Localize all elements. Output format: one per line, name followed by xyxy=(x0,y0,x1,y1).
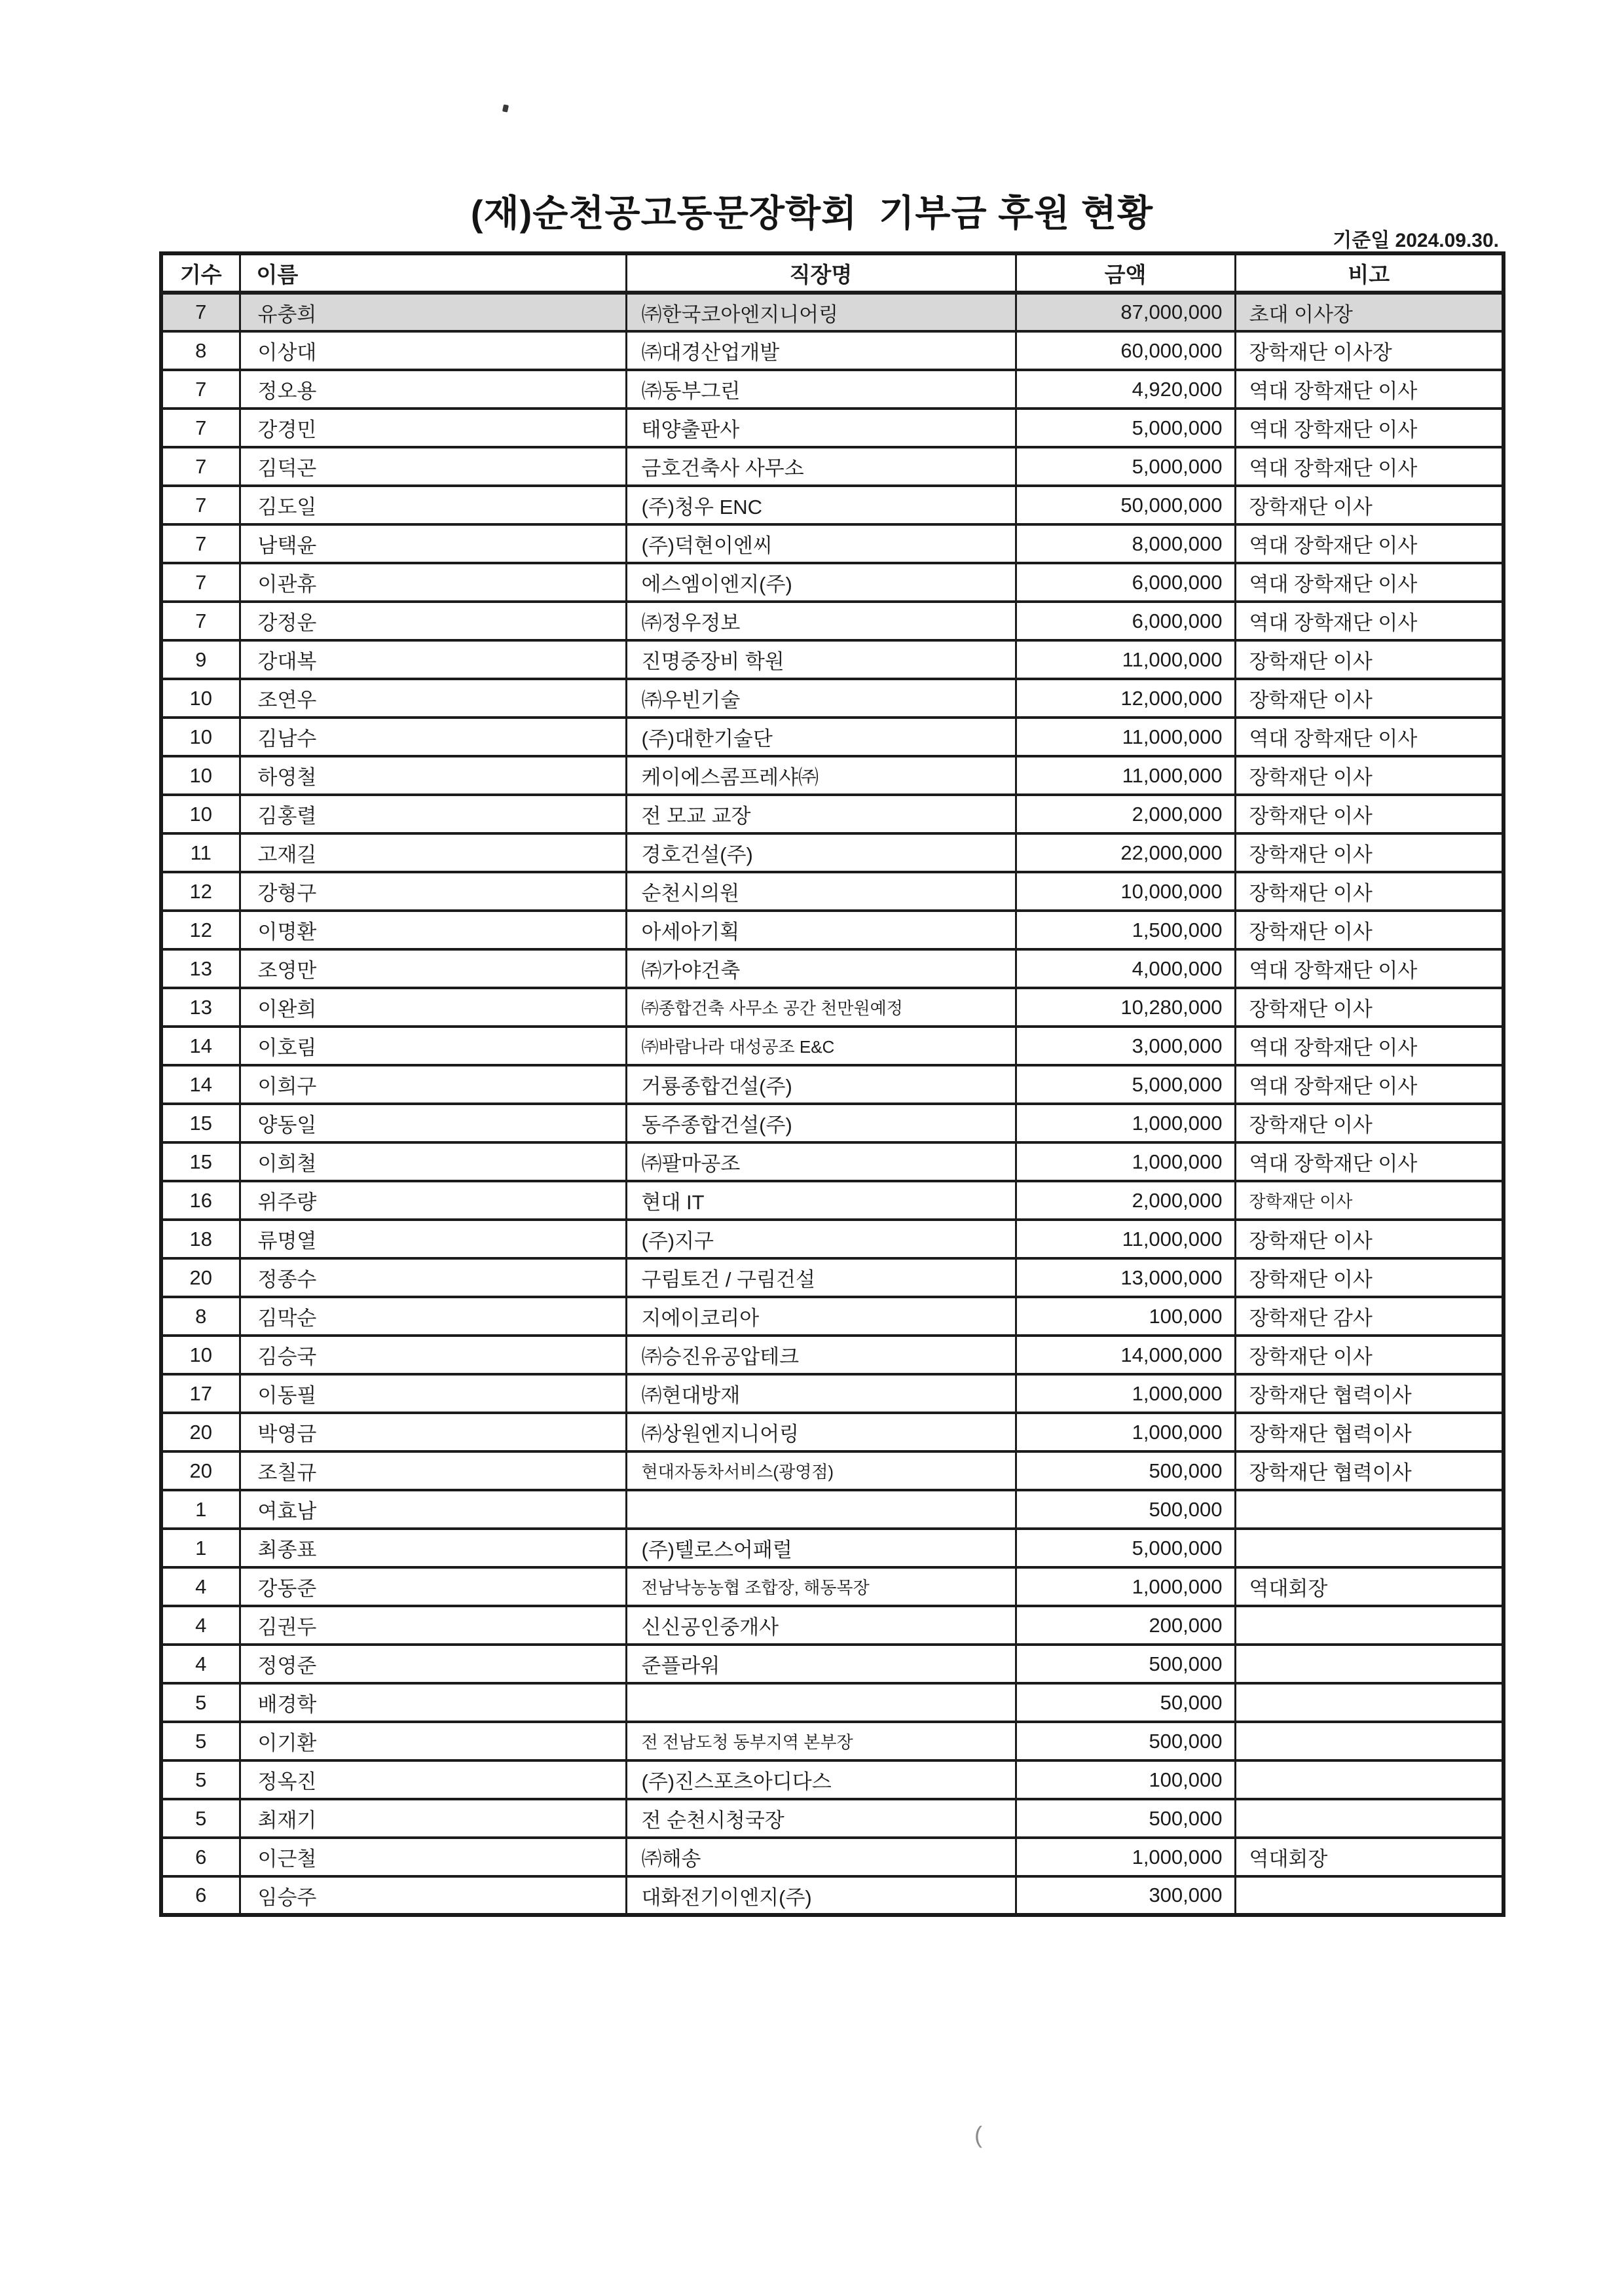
cell-org: 신신공인중개사 xyxy=(626,1606,1016,1645)
table-row xyxy=(161,718,1504,756)
cell-amount: 11,000,000 xyxy=(1016,1220,1235,1258)
cell-org: ㈜현대방재 xyxy=(626,1374,1016,1413)
table-row xyxy=(161,486,1504,524)
cell-name: 강형구 xyxy=(240,872,626,911)
cell-amount: 11,000,000 xyxy=(1016,718,1235,756)
cell-name: 강경민 xyxy=(240,409,626,447)
donor-table-body xyxy=(161,293,1504,1915)
table-row xyxy=(161,1838,1504,1876)
cell-name: 김남수 xyxy=(240,718,626,756)
cell-amount: 100,000 xyxy=(1016,1760,1235,1799)
table-row xyxy=(161,409,1504,447)
cell-name: 조영만 xyxy=(240,949,626,988)
table-row xyxy=(161,1258,1504,1297)
cell-org: 경호건설(주) xyxy=(626,833,1016,872)
table-row xyxy=(161,1722,1504,1760)
table-row xyxy=(161,640,1504,679)
cell-gen: 15 xyxy=(161,1104,240,1142)
cell-org: 금호건축사 사무소 xyxy=(626,447,1016,486)
table-row xyxy=(161,1336,1504,1374)
cell-amount: 87,000,000 xyxy=(1016,293,1235,331)
cell-note: 장학재단 이사 xyxy=(1235,795,1504,833)
cell-note: 역대 장학재단 이사 xyxy=(1235,370,1504,409)
cell-amount: 11,000,000 xyxy=(1016,756,1235,795)
cell-note: 장학재단 이사장 xyxy=(1235,331,1504,370)
cell-org: ㈜승진유공압테크 xyxy=(626,1336,1016,1374)
cell-note: 역대 장학재단 이사 xyxy=(1235,447,1504,486)
cell-org: 지에이코리아 xyxy=(626,1297,1016,1336)
table-row xyxy=(161,872,1504,911)
table-row xyxy=(161,1220,1504,1258)
cell-note xyxy=(1235,1876,1504,1915)
cell-name: 배경학 xyxy=(240,1683,626,1722)
cell-gen: 10 xyxy=(161,718,240,756)
cell-note: 장학재단 이사 xyxy=(1235,486,1504,524)
cell-name: 최종표 xyxy=(240,1529,626,1567)
cell-amount: 1,000,000 xyxy=(1016,1413,1235,1451)
table-row xyxy=(161,331,1504,370)
cell-note: 장학재단 감사 xyxy=(1235,1297,1504,1336)
cell-org: 동주종합건설(주) xyxy=(626,1104,1016,1142)
cell-org: 현대자동차서비스(광영점) xyxy=(626,1451,1016,1490)
cell-amount: 6,000,000 xyxy=(1016,602,1235,640)
page-title: (재)순천공고동문장학회 기부금 후원 현황 xyxy=(470,192,1154,234)
cell-amount: 11,000,000 xyxy=(1016,640,1235,679)
cell-org: ㈜종합건축 사무소 공간 천만원예정 xyxy=(626,988,1016,1027)
cell-gen: 10 xyxy=(161,1336,240,1374)
cell-name: 정종수 xyxy=(240,1258,626,1297)
cell-note: 장학재단 이사 xyxy=(1235,988,1504,1027)
cell-gen: 15 xyxy=(161,1142,240,1181)
cell-gen: 9 xyxy=(161,640,240,679)
cell-amount: 4,920,000 xyxy=(1016,370,1235,409)
column-header-note: 비고 xyxy=(1235,253,1504,293)
cell-gen: 8 xyxy=(161,331,240,370)
cell-name: 이관휴 xyxy=(240,563,626,602)
cell-amount: 5,000,000 xyxy=(1016,1529,1235,1567)
cell-name: 이완희 xyxy=(240,988,626,1027)
cell-org: ㈜대경산업개발 xyxy=(626,331,1016,370)
cell-gen: 7 xyxy=(161,409,240,447)
cell-name: 이명환 xyxy=(240,911,626,949)
table-row xyxy=(161,293,1504,331)
cell-note: 장학재단 이사 xyxy=(1235,756,1504,795)
cell-note: 장학재단 이사 xyxy=(1235,911,1504,949)
cell-amount: 14,000,000 xyxy=(1016,1336,1235,1374)
cell-gen: 5 xyxy=(161,1722,240,1760)
cell-note: 장학재단 협력이사 xyxy=(1235,1413,1504,1451)
table-row xyxy=(161,988,1504,1027)
cell-gen: 5 xyxy=(161,1683,240,1722)
table-row xyxy=(161,1567,1504,1606)
table-row xyxy=(161,1142,1504,1181)
cell-org: 에스엠이엔지(주) xyxy=(626,563,1016,602)
cell-amount: 1,000,000 xyxy=(1016,1104,1235,1142)
cell-amount: 200,000 xyxy=(1016,1606,1235,1645)
cell-note: 장학재단 이사 xyxy=(1235,1336,1504,1374)
cell-gen: 11 xyxy=(161,833,240,872)
cell-org: ㈜우빈기술 xyxy=(626,679,1016,718)
cell-note xyxy=(1235,1760,1504,1799)
table-row xyxy=(161,1027,1504,1065)
cell-gen: 17 xyxy=(161,1374,240,1413)
cell-note: 역대회장 xyxy=(1235,1838,1504,1876)
cell-org: 순천시의원 xyxy=(626,872,1016,911)
cell-note xyxy=(1235,1606,1504,1645)
cell-gen: 7 xyxy=(161,293,240,331)
cell-name: 위주량 xyxy=(240,1181,626,1220)
cell-gen: 1 xyxy=(161,1529,240,1567)
cell-name: 정오용 xyxy=(240,370,626,409)
table-row xyxy=(161,524,1504,563)
cell-note: 역대 장학재단 이사 xyxy=(1235,524,1504,563)
reference-date: 기준일 2024.09.30. xyxy=(1333,230,1499,251)
cell-gen: 7 xyxy=(161,563,240,602)
cell-gen: 8 xyxy=(161,1297,240,1336)
cell-amount: 1,000,000 xyxy=(1016,1838,1235,1876)
cell-name: 여효남 xyxy=(240,1490,626,1529)
header-row xyxy=(161,253,1504,293)
cell-note: 장학재단 이사 xyxy=(1235,1181,1504,1220)
table-row xyxy=(161,795,1504,833)
cell-gen: 13 xyxy=(161,949,240,988)
cell-note xyxy=(1235,1683,1504,1722)
cell-org: 전 순천시청국장 xyxy=(626,1799,1016,1838)
cell-amount: 50,000 xyxy=(1016,1683,1235,1722)
cell-amount: 2,000,000 xyxy=(1016,795,1235,833)
cell-org: 전남낙농농협 조합장, 해동목장 xyxy=(626,1567,1016,1606)
cell-org xyxy=(626,1490,1016,1529)
cell-name: 조연우 xyxy=(240,679,626,718)
cell-name: 강동준 xyxy=(240,1567,626,1606)
table-row xyxy=(161,949,1504,988)
cell-gen: 20 xyxy=(161,1451,240,1490)
cell-gen: 10 xyxy=(161,679,240,718)
cell-note: 역대회장 xyxy=(1235,1567,1504,1606)
table-row xyxy=(161,1490,1504,1529)
cell-name: 조칠규 xyxy=(240,1451,626,1490)
cell-org: ㈜해송 xyxy=(626,1838,1016,1876)
cell-org: ㈜정우정보 xyxy=(626,602,1016,640)
cell-org: 현대 IT xyxy=(626,1181,1016,1220)
cell-name: 최재기 xyxy=(240,1799,626,1838)
cell-amount: 500,000 xyxy=(1016,1451,1235,1490)
cell-gen: 20 xyxy=(161,1413,240,1451)
cell-org: 대화전기이엔지(주) xyxy=(626,1876,1016,1915)
cell-gen: 14 xyxy=(161,1027,240,1065)
table-row xyxy=(161,370,1504,409)
cell-note: 장학재단 이사 xyxy=(1235,1220,1504,1258)
cell-org: ㈜동부그린 xyxy=(626,370,1016,409)
cell-note xyxy=(1235,1490,1504,1529)
cell-name: 강정운 xyxy=(240,602,626,640)
cell-name: 류명열 xyxy=(240,1220,626,1258)
cell-note xyxy=(1235,1722,1504,1760)
cell-note: 장학재단 이사 xyxy=(1235,640,1504,679)
cell-amount: 6,000,000 xyxy=(1016,563,1235,602)
cell-gen: 7 xyxy=(161,486,240,524)
column-header-name: 이름 xyxy=(240,253,626,293)
cell-gen: 4 xyxy=(161,1645,240,1683)
cell-amount: 1,500,000 xyxy=(1016,911,1235,949)
cell-name: 이희철 xyxy=(240,1142,626,1181)
column-header-generation: 기수 xyxy=(161,253,240,293)
table-row xyxy=(161,1297,1504,1336)
cell-name: 이기환 xyxy=(240,1722,626,1760)
scan-artifact-paren: ( xyxy=(974,2121,982,2148)
column-header-workplace: 직장명 xyxy=(626,253,1016,293)
cell-org: 전 전남도청 동부지역 본부장 xyxy=(626,1722,1016,1760)
cell-note xyxy=(1235,1529,1504,1567)
table-row xyxy=(161,1760,1504,1799)
cell-name: 김권두 xyxy=(240,1606,626,1645)
cell-org: ㈜한국코아엔지니어링 xyxy=(626,293,1016,331)
cell-gen: 6 xyxy=(161,1838,240,1876)
cell-name: 김막순 xyxy=(240,1297,626,1336)
cell-name: 정영준 xyxy=(240,1645,626,1683)
cell-name: 김덕곤 xyxy=(240,447,626,486)
cell-org: 태양출판사 xyxy=(626,409,1016,447)
table-row xyxy=(161,1645,1504,1683)
cell-org: ㈜바람나라 대성공조 E&C xyxy=(626,1027,1016,1065)
cell-org: (주)텔로스어패럴 xyxy=(626,1529,1016,1567)
cell-note: 역대 장학재단 이사 xyxy=(1235,718,1504,756)
cell-org: 준플라워 xyxy=(626,1645,1016,1683)
cell-note xyxy=(1235,1645,1504,1683)
cell-gen: 18 xyxy=(161,1220,240,1258)
cell-name: 이상대 xyxy=(240,331,626,370)
cell-org: ㈜팔마공조 xyxy=(626,1142,1016,1181)
column-header-amount: 금액 xyxy=(1016,253,1235,293)
cell-name: 김홍렬 xyxy=(240,795,626,833)
cell-amount: 5,000,000 xyxy=(1016,409,1235,447)
cell-amount: 100,000 xyxy=(1016,1297,1235,1336)
cell-note: 장학재단 이사 xyxy=(1235,1258,1504,1297)
cell-gen: 12 xyxy=(161,872,240,911)
cell-note: 역대 장학재단 이사 xyxy=(1235,1065,1504,1104)
table-row xyxy=(161,1104,1504,1142)
cell-amount: 500,000 xyxy=(1016,1645,1235,1683)
cell-note: 장학재단 협력이사 xyxy=(1235,1451,1504,1490)
cell-name: 김도일 xyxy=(240,486,626,524)
cell-name: 남택윤 xyxy=(240,524,626,563)
table-row xyxy=(161,833,1504,872)
cell-note xyxy=(1235,1799,1504,1838)
cell-name: 김승국 xyxy=(240,1336,626,1374)
cell-gen: 6 xyxy=(161,1876,240,1915)
cell-note: 역대 장학재단 이사 xyxy=(1235,1027,1504,1065)
cell-amount: 300,000 xyxy=(1016,1876,1235,1915)
cell-name: 양동일 xyxy=(240,1104,626,1142)
cell-amount: 5,000,000 xyxy=(1016,447,1235,486)
cell-gen: 4 xyxy=(161,1606,240,1645)
table-row xyxy=(161,1181,1504,1220)
cell-gen: 20 xyxy=(161,1258,240,1297)
table-row xyxy=(161,447,1504,486)
cell-note: 역대 장학재단 이사 xyxy=(1235,1142,1504,1181)
table-row xyxy=(161,1451,1504,1490)
cell-name: 이근철 xyxy=(240,1838,626,1876)
cell-note: 역대 장학재단 이사 xyxy=(1235,949,1504,988)
table-row xyxy=(161,756,1504,795)
cell-org: 전 모교 교장 xyxy=(626,795,1016,833)
cell-name: 정옥진 xyxy=(240,1760,626,1799)
cell-gen: 5 xyxy=(161,1760,240,1799)
cell-amount: 13,000,000 xyxy=(1016,1258,1235,1297)
cell-amount: 12,000,000 xyxy=(1016,679,1235,718)
cell-org: (주)대한기술단 xyxy=(626,718,1016,756)
cell-gen: 7 xyxy=(161,370,240,409)
cell-note: 장학재단 이사 xyxy=(1235,833,1504,872)
table-row xyxy=(161,1413,1504,1451)
cell-org: 케이에스콤프레샤㈜ xyxy=(626,756,1016,795)
cell-org: ㈜가야건축 xyxy=(626,949,1016,988)
table-row xyxy=(161,563,1504,602)
cell-gen: 13 xyxy=(161,988,240,1027)
cell-note: 역대 장학재단 이사 xyxy=(1235,409,1504,447)
cell-name: 박영금 xyxy=(240,1413,626,1451)
cell-org: (주)청우 ENC xyxy=(626,486,1016,524)
cell-amount: 1,000,000 xyxy=(1016,1374,1235,1413)
table-row xyxy=(161,1606,1504,1645)
cell-amount: 10,280,000 xyxy=(1016,988,1235,1027)
table-row xyxy=(161,602,1504,640)
cell-gen: 5 xyxy=(161,1799,240,1838)
donation-table xyxy=(159,251,1505,1917)
cell-org: 구림토건 / 구림건설 xyxy=(626,1258,1016,1297)
cell-gen: 10 xyxy=(161,795,240,833)
cell-amount: 10,000,000 xyxy=(1016,872,1235,911)
table-row xyxy=(161,1065,1504,1104)
cell-gen: 7 xyxy=(161,602,240,640)
cell-note: 장학재단 협력이사 xyxy=(1235,1374,1504,1413)
cell-amount: 60,000,000 xyxy=(1016,331,1235,370)
cell-org: 거룡종합건설(주) xyxy=(626,1065,1016,1104)
cell-name: 이희구 xyxy=(240,1065,626,1104)
cell-gen: 1 xyxy=(161,1490,240,1529)
cell-name: 임승주 xyxy=(240,1876,626,1915)
cell-note: 장학재단 이사 xyxy=(1235,1104,1504,1142)
scan-artifact-dot xyxy=(502,104,509,112)
cell-amount: 8,000,000 xyxy=(1016,524,1235,563)
cell-gen: 14 xyxy=(161,1065,240,1104)
cell-amount: 500,000 xyxy=(1016,1490,1235,1529)
cell-org: (주)진스포츠아디다스 xyxy=(626,1760,1016,1799)
table-row xyxy=(161,1876,1504,1915)
cell-note: 초대 이사장 xyxy=(1235,293,1504,331)
cell-amount: 4,000,000 xyxy=(1016,949,1235,988)
cell-note: 장학재단 이사 xyxy=(1235,679,1504,718)
cell-name: 이호림 xyxy=(240,1027,626,1065)
cell-name: 강대복 xyxy=(240,640,626,679)
cell-note: 역대 장학재단 이사 xyxy=(1235,563,1504,602)
cell-note: 역대 장학재단 이사 xyxy=(1235,602,1504,640)
cell-gen: 7 xyxy=(161,524,240,563)
cell-gen: 7 xyxy=(161,447,240,486)
table-row xyxy=(161,1374,1504,1413)
cell-org: 아세아기획 xyxy=(626,911,1016,949)
cell-amount: 2,000,000 xyxy=(1016,1181,1235,1220)
table-row xyxy=(161,911,1504,949)
cell-gen: 10 xyxy=(161,756,240,795)
cell-amount: 5,000,000 xyxy=(1016,1065,1235,1104)
cell-gen: 12 xyxy=(161,911,240,949)
table-row xyxy=(161,679,1504,718)
cell-gen: 4 xyxy=(161,1567,240,1606)
cell-amount: 50,000,000 xyxy=(1016,486,1235,524)
cell-org: ㈜상원엔지니어링 xyxy=(626,1413,1016,1451)
cell-amount: 1,000,000 xyxy=(1016,1567,1235,1606)
cell-amount: 500,000 xyxy=(1016,1799,1235,1838)
table-row xyxy=(161,1799,1504,1838)
cell-org: 진명중장비 학원 xyxy=(626,640,1016,679)
cell-name: 유충희 xyxy=(240,293,626,331)
cell-amount: 500,000 xyxy=(1016,1722,1235,1760)
table-row xyxy=(161,1529,1504,1567)
cell-name: 하영철 xyxy=(240,756,626,795)
cell-org xyxy=(626,1683,1016,1722)
cell-amount: 3,000,000 xyxy=(1016,1027,1235,1065)
cell-note: 장학재단 이사 xyxy=(1235,872,1504,911)
cell-name: 고재길 xyxy=(240,833,626,872)
cell-name: 이동필 xyxy=(240,1374,626,1413)
cell-amount: 1,000,000 xyxy=(1016,1142,1235,1181)
cell-amount: 22,000,000 xyxy=(1016,833,1235,872)
cell-gen: 16 xyxy=(161,1181,240,1220)
table-row xyxy=(161,1683,1504,1722)
cell-org: (주)지구 xyxy=(626,1220,1016,1258)
cell-org: (주)덕현이엔씨 xyxy=(626,524,1016,563)
